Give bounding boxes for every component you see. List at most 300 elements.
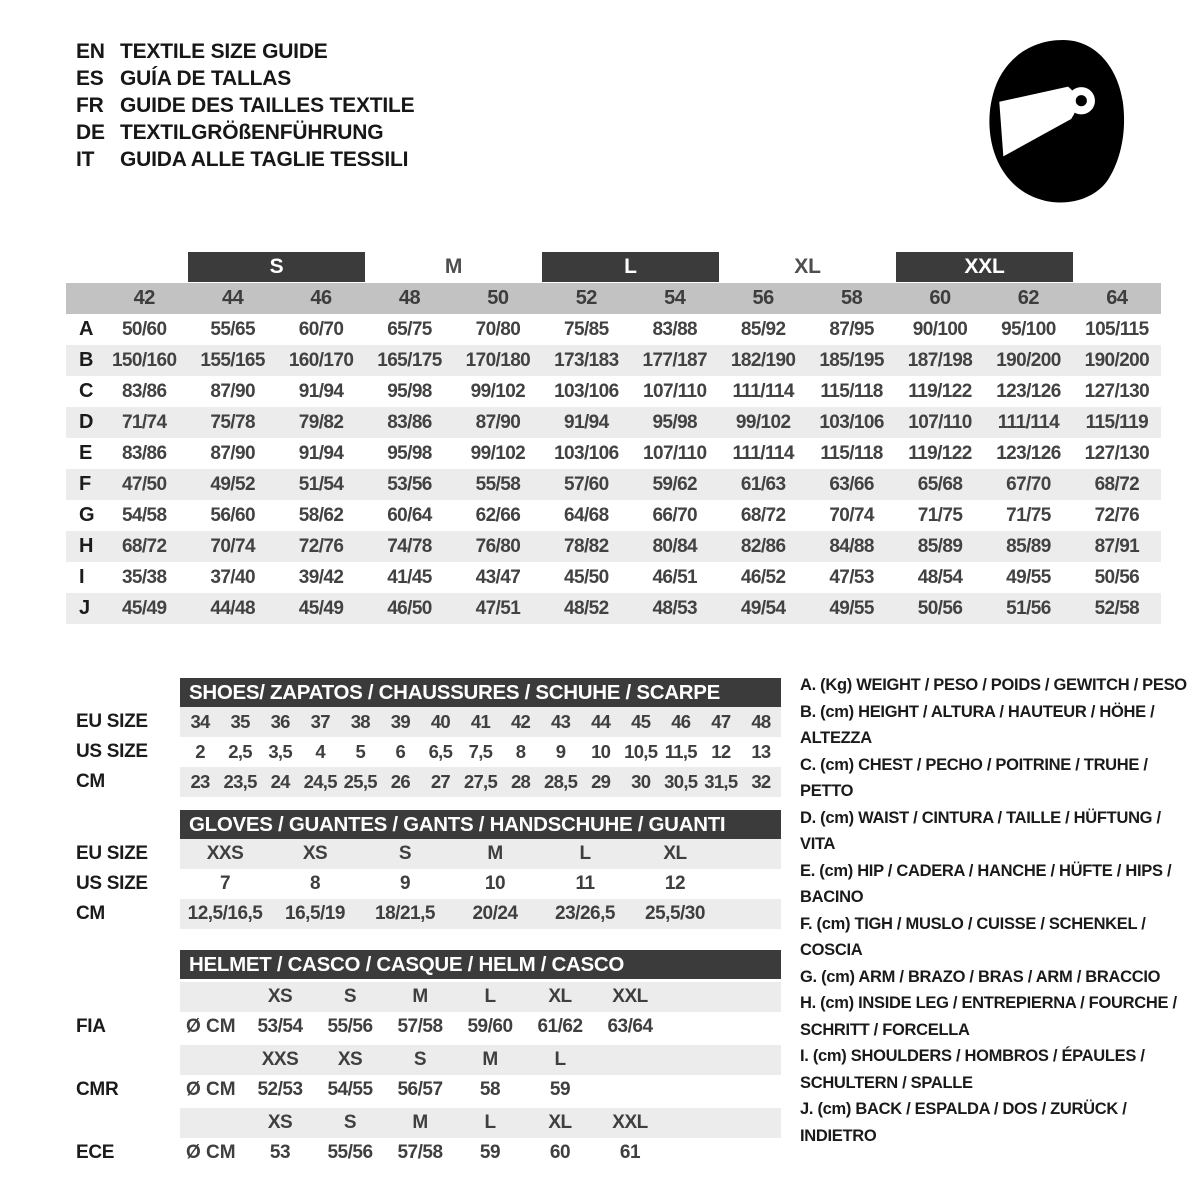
measurement-value: 45/49 [298,597,344,619]
helmet-section-title: HELMET / CASCO / CASQUE / HELM / CASCO [180,950,781,979]
language-code: FR [76,93,104,117]
measurement-value: 58/62 [298,504,344,526]
shoe-size-value: 35 [230,711,250,732]
measurement-value: 66/70 [652,504,698,526]
measurement-value: 46/50 [387,597,432,619]
shoe-size-value: 30 [631,771,651,792]
measurement-value: 103/106 [554,380,619,402]
shoe-size-value: 28 [510,771,531,792]
helmet-standard-label: FIA [76,1016,106,1037]
size-row-label: EU SIZE [76,843,148,864]
measurement-value: 190/200 [996,349,1061,371]
measurement-value: 155/165 [200,349,265,371]
shoes-section-title: SHOES/ ZAPATOS / CHAUSSURES / SCHUHE / SCARPE [180,678,781,707]
legend-item: G. (cm) ARM / BRAZO / BRAS / ARM / BRACCIO [800,967,1161,986]
numeric-size-header-row [66,283,1161,314]
measurement-row-key: A [79,318,94,340]
measurement-value: 87/90 [475,411,521,433]
helmet-size-label: XXS [261,1049,299,1070]
glove-size-value: 16,5/19 [285,903,345,924]
measurement-value: 115/118 [820,442,883,464]
measurement-value: 76/80 [475,535,521,557]
shoe-size-value: 25,5 [343,771,377,792]
racing-helmet-icon [976,34,1138,210]
measurement-value: 51/54 [298,473,344,495]
measurement-value: 50/56 [1094,566,1140,588]
size-row-values [180,737,781,767]
measurement-value: 49/55 [829,597,874,619]
measurement-value: 111/114 [997,411,1060,433]
measurement-row-values [100,350,1161,372]
size-row-label: CM [76,771,105,792]
shoe-size-value: 6 [395,741,406,762]
measurement-value: 95/100 [1001,318,1056,340]
size-group-header-row [66,252,1161,282]
language-title-row [76,146,414,173]
measurement-value: 75/85 [564,318,609,340]
measurement-value: 91/94 [298,442,344,464]
helmet-size-label: L [484,986,496,1007]
shoe-size-value: 30,5 [664,771,698,792]
shoe-size-value: 43 [551,711,571,732]
measurement-value: 51/56 [1006,597,1051,619]
measurement-value: 63/66 [829,473,874,495]
legend-item: F. (cm) TIGH / MUSLO / CUISSE / SCHENKEL / COSCIA [800,914,1146,959]
glove-size-value: 20/24 [472,903,518,924]
measurement-value: 67/70 [1006,473,1051,495]
measurement-value: 47/51 [475,597,521,619]
helmet-size-value: 59 [549,1079,571,1100]
glove-size-value: S [398,843,412,864]
measurement-value: 48/53 [652,597,698,619]
measurement-value: 85/89 [917,535,963,557]
measurement-value: 107/110 [643,380,707,402]
measurement-value: 71/75 [917,504,963,526]
language-code: EN [76,39,105,63]
measurement-value: 44/48 [210,597,255,619]
numeric-size-label: 42 [133,287,155,309]
measurement-value: 68/72 [1094,473,1140,495]
shoe-size-value: 13 [751,741,771,762]
measurement-row-key: C [79,380,94,402]
legend-item: I. (cm) SHOULDERS / HOMBROS / ÉPAULES / SCHULTERN / SPALLE [800,1047,1145,1092]
textile-size-table [66,252,1161,624]
measurement-value: 78/82 [564,535,609,557]
measurement-value: 41/45 [387,566,432,588]
legend-item: B. (cm) HEIGHT / ALTURA / HAUTEUR / HÖHE / ALTEZZA [800,702,1155,747]
shoe-size-value: 34 [190,711,210,732]
measurement-value: 68/72 [740,504,786,526]
measurement-value: 87/90 [210,442,255,464]
shoe-size-value: 45 [631,711,651,732]
guide-title: GUIDA ALLE TAGLIE TESSILI [120,147,409,171]
measurement-row-values [100,381,1161,403]
helmet-size-label: S [343,986,357,1007]
measurement-value: 160/170 [288,349,354,371]
measurement-value: 103/106 [819,411,884,433]
measurement-row-key: F [79,473,92,495]
guide-title: GUIDE DES TAILLES TEXTILE [120,93,415,117]
measurement-value: 87/90 [210,380,255,402]
measurement-value: 99/102 [470,380,526,402]
size-group-xl: XL [794,255,821,278]
measurement-value: 85/92 [740,318,786,340]
measurement-value: 70/80 [475,318,521,340]
helmet-size-value: 58 [479,1079,501,1100]
glove-size-value: 11 [575,873,595,894]
helmet-size-label: M [412,986,428,1007]
numeric-size-label: 56 [752,287,774,309]
shoe-size-value: 24 [270,771,290,792]
spacer [66,1108,180,1138]
guide-title: TEXTILGRÖßENFÜHRUNG [120,120,384,144]
measurement-row-key: I [79,566,85,588]
measurement-value: 173/183 [554,349,619,371]
measurement-value: 79/82 [298,411,344,433]
measurement-row [66,562,1161,593]
helmet-size-value: 54/55 [327,1079,373,1100]
measurement-value: 75/78 [210,411,255,433]
diameter-unit-label: Ø CM [186,1016,236,1037]
numeric-size-label: 62 [1017,287,1040,309]
glove-size-value: 18/21,5 [375,903,435,924]
size-group-s: S [188,252,365,282]
measurement-value: 127/130 [1084,442,1150,464]
measurement-value: 50/56 [917,597,963,619]
measurement-value: 115/118 [820,380,883,402]
glove-size-value: L [579,843,591,864]
glove-size-value: 9 [399,873,411,894]
helmet-size-value: 52/53 [257,1079,303,1100]
language-code: ES [76,66,104,90]
glove-size-value: XL [663,843,687,864]
measurement-value: 55/58 [475,473,521,495]
shoe-size-value: 3,5 [268,741,292,762]
shoe-size-value: 46 [671,711,691,732]
shoe-size-value: 2,5 [228,741,252,762]
measurement-value: 37/40 [210,566,255,588]
helmet-size-label: S [413,1049,427,1070]
measurement-value: 35/38 [121,566,167,588]
guide-title: GUÍA DE TALLAS [120,66,292,90]
measurement-value: 83/86 [121,380,167,402]
legend-item: E. (cm) HIP / CADERA / HANCHE / HÜFTE / HIPS / BACINO [800,861,1172,906]
measurement-value: 95/98 [387,380,432,402]
helmet-size-label: L [484,1112,496,1133]
measurement-value: 123/126 [996,442,1061,464]
language-title-row [76,92,414,119]
measurement-value: 59/62 [652,473,698,495]
helmet-size-value: 59 [479,1142,501,1163]
glove-size-value: 23/26,5 [555,903,615,924]
measurement-value: 55/65 [210,318,255,340]
measurement-value: 90/100 [912,318,968,340]
shoe-size-value: 31,5 [704,771,738,792]
legend-item: D. (cm) WAIST / CINTURA / TAILLE / HÜFTUNG / VITA [800,808,1161,853]
glove-size-value: 10 [484,873,506,894]
measurement-value: 52/58 [1094,597,1140,619]
shoe-size-value: 5 [355,741,366,762]
measurement-value: 56/60 [210,504,255,526]
measurement-value: 119/122 [908,380,972,402]
size-row-values [180,767,781,797]
measurement-row-values [100,319,1161,341]
measurement-row [66,407,1161,438]
shoe-size-value: 47 [711,711,731,732]
measurement-value: 83/88 [652,318,698,340]
shoe-size-value: 2 [195,741,205,762]
numeric-size-label: 48 [398,287,421,309]
measurement-row [66,345,1161,376]
measurement-value: 80/84 [652,535,698,557]
measurement-row-key: G [79,504,95,526]
measurement-value: 60/70 [298,318,344,340]
measurement-value: 187/198 [907,349,973,371]
helmet-size-labels [245,1049,595,1071]
helmet-size-label: XS [267,986,293,1007]
glove-size-value: 12,5/16,5 [187,903,263,924]
measurement-value: 99/102 [735,411,791,433]
measurement-row-key: E [79,442,93,464]
shoe-size-value: 10 [591,741,611,762]
shoe-size-value: 42 [510,711,531,732]
measurement-value: 71/74 [121,411,167,433]
glove-size-value: XXS [206,843,244,864]
glove-size-value: 12 [664,873,686,894]
helmet-size-value: 55/56 [327,1142,373,1163]
helmet-size-value: 59/60 [467,1016,513,1037]
shoe-size-value: 41 [470,711,491,732]
measurement-value: 99/102 [470,442,526,464]
shoe-size-value: 8 [515,741,526,762]
helmet-size-labels [245,1112,665,1134]
measurement-value: 48/52 [564,597,609,619]
measurement-value: 50/60 [121,318,167,340]
legend-item: C. (cm) CHEST / PECHO / POITRINE / TRUHE / PETTO [800,755,1148,800]
language-title-list [76,38,414,173]
measurement-value: 72/76 [298,535,344,557]
legend-item: H. (cm) INSIDE LEG / ENTREPIERNA / FOURCHE / SCHRITT / FORCELLA [800,994,1177,1039]
measurement-value: 70/74 [210,535,255,557]
measurement-value: 84/88 [829,535,874,557]
helmet-size-values [245,1079,595,1101]
diameter-unit-label: Ø CM [186,1079,236,1100]
measurement-value: 46/51 [652,566,698,588]
helmet-size-label: M [482,1049,498,1070]
numeric-size-label: 44 [222,287,244,309]
shoe-size-value: 26 [390,771,410,792]
measurement-value: 123/126 [996,380,1061,402]
measurement-value: 49/55 [1006,566,1051,588]
glove-size-value: M [487,843,503,864]
helmet-size-label: XXL [612,1112,648,1133]
measurement-row [66,531,1161,562]
measurement-value: 87/91 [1094,535,1140,557]
numeric-size-label: 58 [840,287,863,309]
measurement-value: 91/94 [564,411,609,433]
numeric-size-label: 46 [310,287,332,309]
measurement-value: 185/195 [819,349,884,371]
measurement-value: 45/50 [564,566,609,588]
helmet-size-label: XXL [612,986,648,1007]
helmet-size-values [245,1016,665,1038]
size-row-values [180,899,781,929]
measurement-row [66,500,1161,531]
measurement-rows [66,314,1161,624]
measurement-value: 71/75 [1006,504,1051,526]
measurement-row [66,438,1161,469]
shoe-size-value: 4 [315,741,326,762]
measurement-row-values [100,598,1161,620]
measurement-row-values [100,474,1161,496]
measurement-value: 74/78 [387,535,432,557]
shoe-size-value: 32 [751,771,771,792]
measurement-value: 65/75 [387,318,432,340]
measurement-row [66,469,1161,500]
language-code: IT [76,147,95,171]
measurement-value: 107/110 [908,411,972,433]
legend-item: J. (cm) BACK / ESPALDA / DOS / ZURÜCK / INDIETRO [800,1100,1127,1145]
language-code: DE [76,120,105,144]
measurement-value: 70/74 [829,504,874,526]
size-row-label: EU SIZE [76,711,148,732]
shoe-size-value: 27 [430,771,450,792]
measurement-value: 60/64 [387,504,432,526]
measurement-value: 182/190 [730,349,796,371]
measurement-value: 87/95 [829,318,874,340]
measurement-value: 103/106 [554,442,619,464]
measurement-value: 62/66 [475,504,521,526]
helmet-size-value: 60 [549,1142,571,1163]
measurement-value: 83/86 [121,442,167,464]
helmet-size-label: XL [548,986,572,1007]
measurement-value: 61/63 [740,473,786,495]
measurement-value: 68/72 [121,535,167,557]
measurement-value: 111/114 [732,442,794,464]
measurement-value: 91/94 [298,380,344,402]
measurement-legend [800,672,1200,1149]
guide-title: TEXTILE SIZE GUIDE [120,39,328,63]
glove-size-value: 25,5/30 [645,903,705,924]
shoe-size-value: 23,5 [223,771,257,792]
helmet-size-label: M [412,1112,428,1133]
shoe-size-value: 37 [310,711,330,732]
language-title-row [76,65,414,92]
measurement-value: 95/98 [652,411,698,433]
size-row-values [180,839,781,869]
measurement-value: 43/47 [475,566,521,588]
shoe-size-value: 28,5 [543,771,578,792]
measurement-value: 57/60 [564,473,609,495]
spacer [66,1045,180,1075]
helmet-size-value: 57/58 [397,1142,443,1163]
size-group-m: M [444,255,463,278]
measurement-value: 47/50 [121,473,167,495]
shoe-size-value: 7,5 [468,741,493,762]
measurement-value: 170/180 [465,349,531,371]
shoe-size-value: 38 [350,711,370,732]
measurement-value: 46/52 [740,566,786,588]
diameter-unit-label: Ø CM [186,1142,236,1163]
numeric-size-label: 60 [929,287,951,309]
helmet-standard-label: CMR [76,1079,119,1100]
helmet-standard-label: ECE [76,1142,115,1163]
measurement-value: 49/54 [740,597,786,619]
measurement-value: 115/119 [1085,411,1149,433]
helmet-size-value: 61 [619,1142,641,1163]
measurement-value: 64/68 [564,504,609,526]
helmet-size-value: 55/56 [327,1016,373,1037]
numeric-size-label: 64 [1106,287,1128,309]
measurement-value: 85/89 [1006,535,1051,557]
size-row-values [180,707,781,737]
measurement-value: 105/115 [1085,318,1149,340]
measurement-value: 47/53 [829,566,874,588]
measurement-row-key: D [79,411,94,433]
shoe-size-value: 24,5 [303,771,337,792]
helmet-size-label: S [343,1112,357,1133]
measurement-value: 165/175 [377,349,442,371]
measurement-value: 107/110 [643,442,707,464]
measurement-row-values [100,505,1161,527]
size-group-l: L [542,252,719,282]
measurement-row-values [100,412,1161,434]
numeric-size-label: 52 [575,287,597,309]
measurement-row [66,376,1161,407]
measurement-value: 127/130 [1084,380,1150,402]
helmet-size-values [245,1142,665,1164]
helmet-size-value: 56/57 [397,1079,443,1100]
measurement-row-key: B [79,349,94,371]
measurement-value: 49/52 [210,473,255,495]
measurement-value: 150/160 [111,349,177,371]
glove-size-value: XS [302,843,328,864]
shoe-size-value: 6,5 [428,741,453,762]
gloves-section-title: GLOVES / GUANTES / GANTS / HANDSCHUHE / GUANTI [180,810,781,839]
measurement-value: 45/49 [121,597,167,619]
measurement-value: 39/42 [298,566,344,588]
measurement-value: 177/187 [642,349,707,371]
helmet-size-value: 53 [269,1142,291,1163]
size-row-label: US SIZE [76,873,148,894]
measurement-value: 53/56 [387,473,432,495]
measurement-value: 95/98 [387,442,432,464]
size-row-values [180,869,781,899]
helmet-size-value: 57/58 [397,1016,443,1037]
size-row-label: US SIZE [76,741,148,762]
measurement-value: 83/86 [387,411,432,433]
glove-size-value: 7 [219,873,231,894]
measurement-value: 72/76 [1094,504,1140,526]
shoe-size-value: 36 [270,711,290,732]
measurement-row [66,314,1161,345]
legend-item: A. (Kg) WEIGHT / PESO / POIDS / GEWITCH / PESO [800,676,1187,694]
measurement-value: 119/122 [908,442,972,464]
language-title-row [76,119,414,146]
helmet-size-label: XS [267,1112,293,1133]
measurement-row [66,593,1161,624]
language-title-row [76,38,414,65]
measurement-value: 190/200 [1084,349,1150,371]
spacer [66,982,180,1012]
measurement-value: 111/114 [732,380,794,402]
shoe-size-value: 23 [190,771,210,792]
shoe-size-value: 9 [555,741,566,762]
helmet-size-label: XS [337,1049,363,1070]
measurement-row-key: H [79,535,94,557]
helmet-size-value: 53/54 [257,1016,303,1037]
measurement-value: 82/86 [740,535,786,557]
